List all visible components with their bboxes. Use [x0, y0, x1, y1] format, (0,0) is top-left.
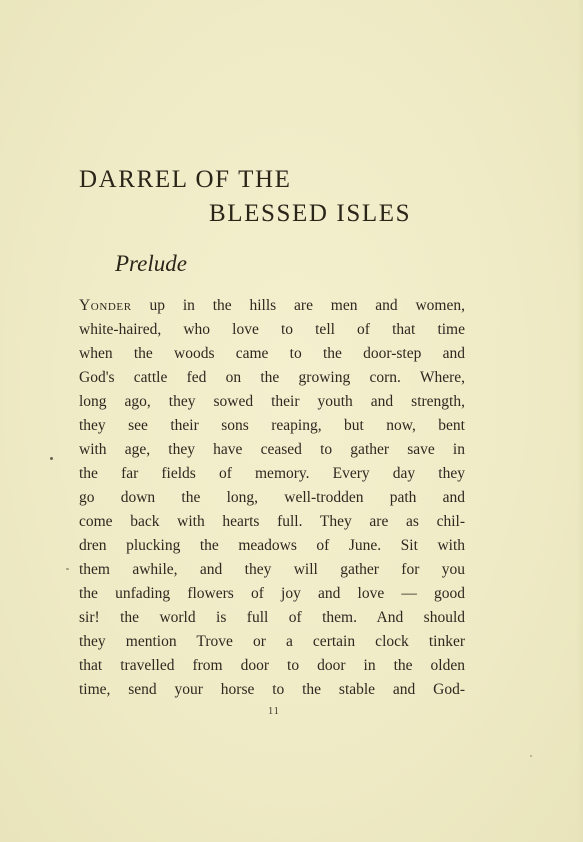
page-number: 11: [268, 706, 280, 717]
body-line-17: time, send your horse to the stable and God-: [79, 681, 465, 698]
body-line-8: the far fields of memory. Every day they: [79, 465, 465, 482]
body-line-16: that travelled from door to door in the olden: [79, 657, 465, 674]
section-heading: Prelude: [115, 251, 187, 276]
body-line-4: God's cattle fed on the growing corn. Where,: [79, 369, 465, 386]
body-line-3: when the woods came to the door-step and: [79, 345, 465, 362]
body-line-12: them awhile, and they will gather for you: [79, 561, 465, 578]
body-line-11: dren plucking the meadows of June. Sit with: [79, 537, 465, 554]
body-line-6: they see their sons reaping, but now, bent: [79, 417, 465, 434]
paper-speck: [66, 568, 69, 570]
paper-speck: [530, 755, 532, 757]
paper-speck: [50, 457, 53, 460]
body-line-13: the unfading flowers of joy and love — good: [79, 585, 465, 602]
body-line-14: sir! the world is full of them. And should: [79, 609, 465, 626]
chapter-title-line-2: BLESSED ISLES: [209, 200, 412, 227]
chapter-title-line-1: DARREL OF THE: [79, 166, 292, 193]
body-line-1: [79, 294, 465, 318]
body-line-1-rest: up in the hills are men and women,: [131, 297, 465, 314]
body-line-9: go down the long, well-trodden path and: [79, 489, 465, 506]
drop-word: Yonder: [79, 297, 132, 314]
body-line-15: they mention Trove or a certain clock tinker: [79, 633, 465, 650]
body-paragraph: [79, 294, 465, 702]
body-line-5: long ago, they sowed their youth and strength,: [79, 393, 465, 410]
body-line-2: white-haired, who love to tell of that time: [79, 321, 465, 338]
body-line-10: come back with hearts full. They are as chil-: [79, 513, 465, 530]
body-line-7: with age, they have ceased to gather save in: [79, 441, 465, 458]
